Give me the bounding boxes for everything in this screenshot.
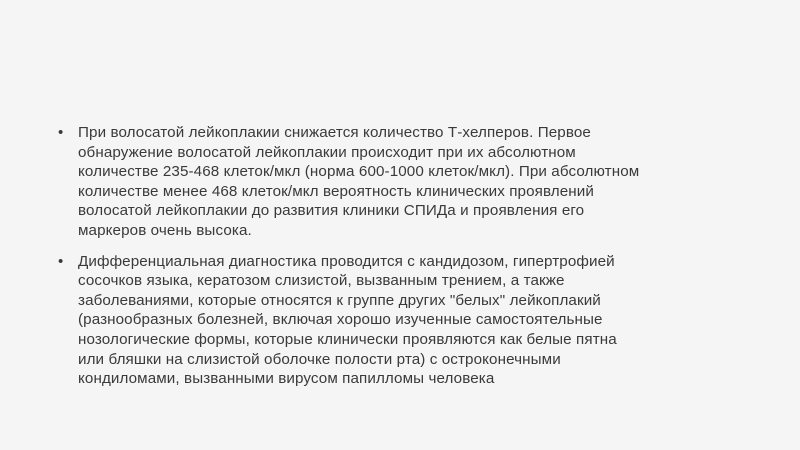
- paragraph-line: обнаружение волосатой лейкоплакии происходит при их абсолютном: [78, 143, 576, 161]
- slide-body: [58, 123, 708, 400]
- paragraph-line: нозологические формы, которые клинически проявляются как белые пятна: [78, 330, 617, 348]
- bullet-list: [58, 123, 708, 389]
- paragraph-line: Дифференциальная диагностика проводится с кандидозом, гипертрофией: [78, 252, 615, 270]
- bullet-icon: •: [58, 124, 64, 141]
- paragraph-line: кондиломами, вызванными вирусом папилломы человека: [78, 370, 495, 388]
- paragraph-line: заболеваниями, которые относятся к группе других "белых" лейкоплакий: [78, 291, 601, 309]
- paragraph-line: количестве 235-468 клеток/мкл (норма 600-1000 клеток/мкл). При абсолютном: [78, 163, 640, 181]
- paragraph-line: сосочков языка, кератозом слизистой, вызванным трением, а также: [78, 272, 565, 290]
- paragraph-line: или бляшки на слизистой оболочке полости рта) с остроконечными: [78, 350, 561, 368]
- paragraph-line: (разнообразных болезней, включая хорошо изученные самостоятельные: [78, 311, 603, 329]
- paragraph-line: При волосатой лейкоплакии снижается количество Т-хелперов. Первое: [78, 124, 591, 141]
- bullet-item-t-helpers: [58, 123, 708, 241]
- paragraph-line: маркеров очень высока.: [78, 221, 252, 239]
- bullet-icon: •: [58, 252, 64, 270]
- paragraph-line: количестве менее 468 клеток/мкл вероятность клинических проявлений: [78, 182, 594, 200]
- paragraph-line: волосатой лейкоплакии до развития клиники СПИДа и проявления его: [78, 202, 585, 220]
- bullet-item-differential-diagnosis: [58, 252, 708, 389]
